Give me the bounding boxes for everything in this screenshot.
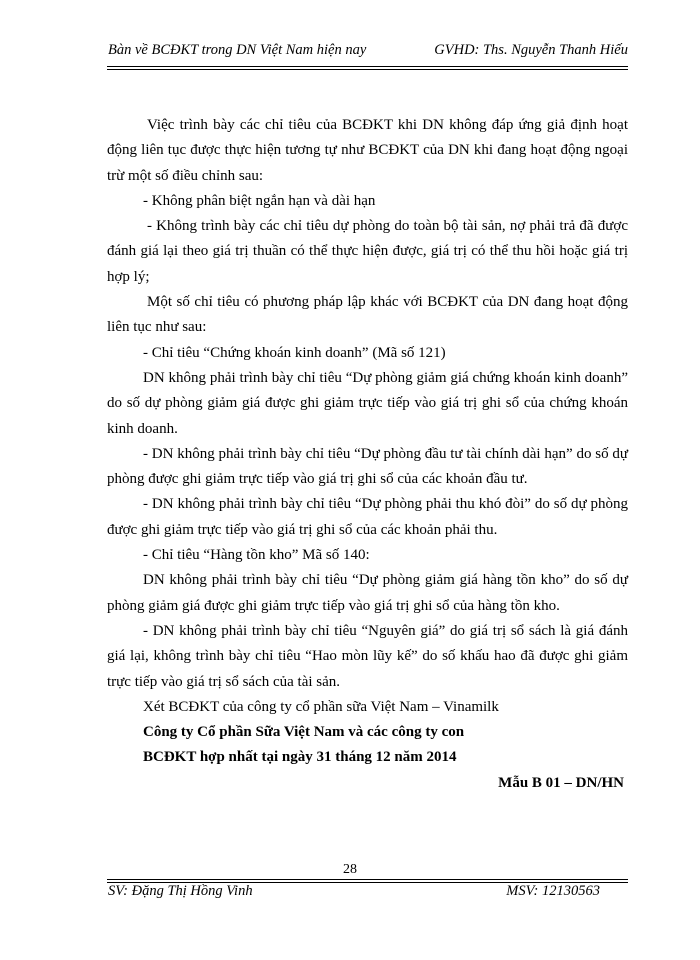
- report-heading: BCĐKT hợp nhất tại ngày 31 tháng 12 năm 2014: [143, 749, 457, 766]
- company-heading: Công ty Cổ phần Sữa Việt Nam và các công ty con: [143, 724, 465, 741]
- page-header: [108, 42, 628, 59]
- form-code: Mẫu B 01 – DN/HN: [498, 774, 624, 791]
- footer-student: SV: Đặng Thị Hồng Vinh: [108, 883, 253, 899]
- header-rule: [107, 66, 628, 67]
- paragraph: - Không phân biệt ngắn hạn và dài hạn: [143, 192, 376, 209]
- footer-rule: [107, 879, 628, 880]
- paragraph: - Chỉ tiêu “Chứng khoán kinh doanh” (Mã số 121): [143, 344, 446, 361]
- paragraph: Việc trình bày các chỉ tiêu của BCĐKT khi DN không đáp ứng giả định hoạt động liên tục được thực hiện tương tự như BCĐKT của DN khi đang hoạt động ngoại trừ một số điều chỉnh sau:: [107, 117, 628, 184]
- document-body: [107, 113, 628, 796]
- paragraph: - Không trình bày các chỉ tiêu dự phòng do toàn bộ tài sản, nợ phải trả đã được đánh giá lại theo giá trị thuần có thể thực hiện được, giá trị có thể thu hồi hoặc giá trị hợp lý;: [107, 218, 628, 285]
- paragraph: - DN không phải trình bày chỉ tiêu “Dự phòng đầu tư tài chính dài hạn” do số dự phòng được ghi giảm trực tiếp vào giá trị ghi sổ của các khoản đầu tư.: [107, 445, 628, 488]
- page-footer: [108, 883, 600, 900]
- footer-student-id: MSV: 12130563: [506, 883, 600, 899]
- page-number: 28: [343, 862, 357, 877]
- paragraph: - DN không phải trình bày chỉ tiêu “Dự phòng phải thu khó đòi” do số dự phòng được ghi giảm trực tiếp vào giá trị ghi sổ của các khoản phải thu.: [107, 496, 628, 538]
- paragraph: Xét BCĐKT của công ty cổ phần sữa Việt Nam – Vinamilk: [143, 698, 499, 715]
- paragraph: DN không phải trình bày chỉ tiêu “Dự phòng giảm giá hàng tồn kho” do số dự phòng giảm giá được ghi giảm trực tiếp vào giá trị ghi sổ của hàng tồn kho.: [107, 572, 628, 614]
- paragraph: - Chỉ tiêu “Hàng tồn kho” Mã số 140:: [143, 547, 370, 564]
- header-rule-thin: [107, 69, 628, 70]
- paragraph: Một số chỉ tiêu có phương pháp lập khác với BCĐKT của DN đang hoạt động liên tục như sau:: [107, 294, 628, 336]
- paragraph: DN không phải trình bày chỉ tiêu “Dự phòng giảm giá chứng khoán kinh doanh” do số dự phòng giảm giá được ghi giảm trực tiếp vào giá trị ghi sổ của chứng khoán kinh doanh.: [107, 369, 628, 437]
- paragraph: - DN không phải trình bày chỉ tiêu “Nguyên giá” do giá trị sổ sách là giá đánh giá lại, không trình bày chỉ tiêu “Hao mòn lũy kế” do số khấu hao đã được ghi giảm trực tiếp vào giá trị sổ sách của tài sản.: [107, 622, 628, 690]
- header-title: Bàn về BCĐKT trong DN Việt Nam hiện nay: [108, 42, 367, 58]
- header-advisor: GVHD: Ths. Nguyễn Thanh Hiếu: [434, 42, 628, 58]
